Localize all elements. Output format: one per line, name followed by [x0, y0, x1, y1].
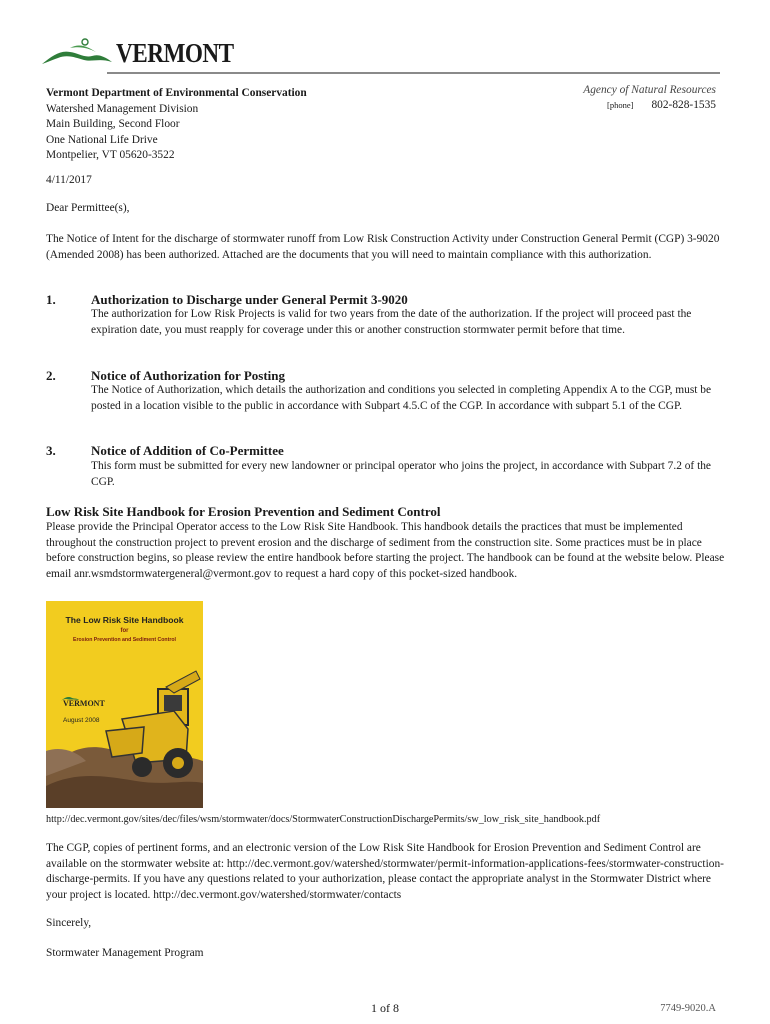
address-line: One National Life Drive — [46, 133, 158, 146]
bulldozer-photo-illustration — [46, 601, 203, 808]
section-number: 1. — [46, 292, 56, 307]
section-title: Notice of Addition of Co-Permittee — [91, 443, 284, 458]
cover-title: The Low Risk Site Handbook — [65, 615, 184, 625]
phone-number: 802-828-1535 — [651, 99, 716, 111]
section-number: 3. — [46, 443, 56, 458]
section-body: The authorization for Low Risk Projects is valid for two years from the date of the authorization. If the project will proceed past the expiration date, you must reapply for coverage under this or another construction stormwater permit before that time. — [91, 308, 692, 336]
section-body: The Notice of Authorization, which details the authorization and conditions you selected in completing Appendix A to the CGP, must be posted in a location visible to the public in accordance with Subpart 4.5.C of the CGP. In accordance with subpart 5.1 of the CGP. — [91, 384, 712, 412]
section-number: 2. — [46, 368, 56, 383]
sign-off: Sincerely, — [46, 917, 92, 929]
section-title: Notice of Authorization for Posting — [91, 368, 286, 383]
closing-paragraph: The CGP, copies of pertinent forms, and an electronic version of the Low Risk Site Handbook for Erosion Prevention and Sediment Control are available on the stormwater website at: http://dec.vermont.gov/watershed/stormwater/permit-information-applications-fees/stormwater-construction-discharge-permits. If you have any questions related to your authorization, please contact the appropriate analyst in the Stormwater District where your project is located. http://dec.vermont.gov/watershed/stormwater/contacts — [46, 842, 724, 901]
cover-date: August 2008 — [63, 717, 100, 724]
signature: Stormwater Management Program — [46, 947, 204, 959]
section-body: This form must be submitted for every new landowner or principal operator who joins the project, in accordance with Subpart 7.2 of the CGP. — [91, 460, 711, 488]
handbook-url-link[interactable]: http://dec.vermont.gov/sites/dec/files/wsm/stormwater/docs/StormwaterConstructionDischargePermits/sw_low_risk_site_handbook.pdf — [46, 814, 601, 825]
cover-logo-text: VERMONT — [63, 699, 105, 708]
agency-name: Agency of Natural Resources — [583, 84, 716, 96]
address-line: Main Building, Second Floor — [46, 118, 180, 130]
salutation: Dear Permittee(s), — [46, 202, 130, 214]
phone-label: [phone] — [607, 100, 634, 110]
letter-date: 4/11/2017 — [46, 174, 92, 186]
phone-row — [607, 98, 716, 113]
document-code: 7749-9020.A — [660, 1003, 716, 1014]
header-divider — [107, 72, 720, 74]
address-line: Montpelier, VT 05620-3522 — [46, 149, 175, 161]
section-title: Authorization to Discharge under General Permit 3-9020 — [91, 292, 408, 307]
handbook-paragraph: Please provide the Principal Operator access to the Low Risk Site Handbook. This handbook details the practices that must be implemented throughout the construction project to prevent erosion and the discharge of sediment from the construction site. Some practices must be in place before construction begins, so please review the entire handbook before starting the project. The handbook can be found at the website below. Please email anr.wsmdstormwatergeneral@vermont.gov to request a hard copy of this pocket-sized handbook. — [46, 521, 725, 580]
handbook-heading: Low Risk Site Handbook for Erosion Prevention and Sediment Control — [46, 504, 441, 519]
department-name: Vermont Department of Environmental Conservation — [46, 87, 307, 99]
sender-block — [46, 86, 307, 164]
vermont-logo-text: VERMONT — [116, 38, 234, 68]
address-line: Watershed Management Division — [46, 102, 199, 115]
cover-for: for — [120, 628, 129, 634]
page-number: 1 of 8 — [371, 1001, 399, 1015]
vermont-logo-mountain-icon — [40, 36, 120, 70]
cover-subtitle: Erosion Prevention and Sediment Control — [73, 637, 176, 643]
handbook-cover-image — [46, 601, 203, 808]
intro-paragraph: The Notice of Intent for the discharge of stormwater runoff from Low Risk Construction Activity under Construction General Permit (CGP) 3-9020 (Amended 2008) has been authorized. Attached are the documents that you will need to maintain compliance with this authorization. — [46, 233, 720, 261]
